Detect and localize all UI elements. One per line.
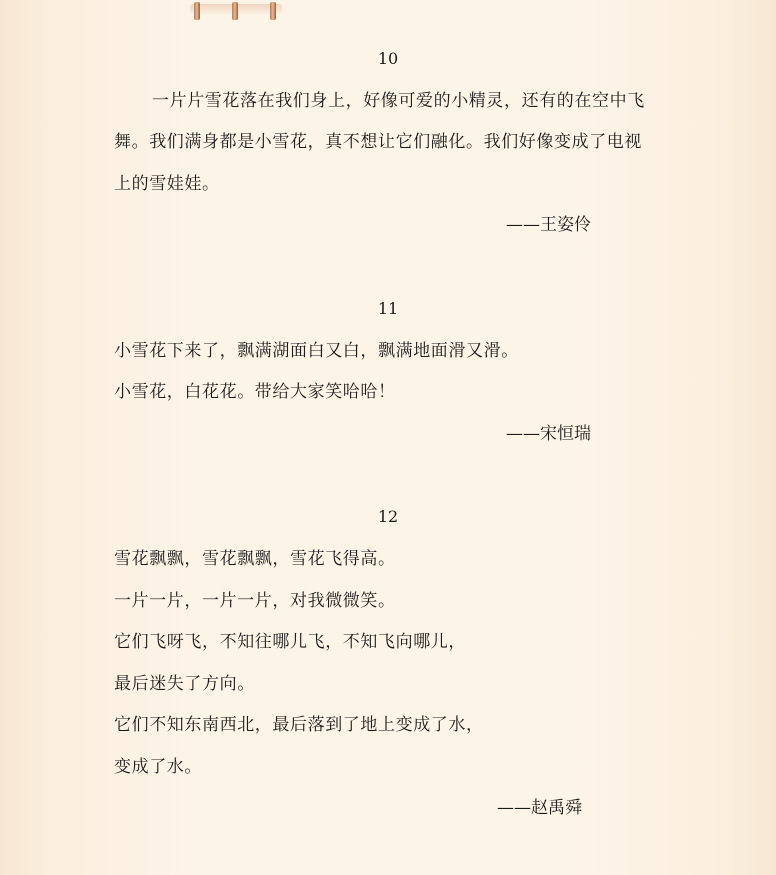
poem-line: 变成了水。 xyxy=(114,757,202,777)
poem-line: 小雪花下来了，飘满湖面白又白，飘满地面滑又滑。 xyxy=(114,341,519,361)
section-number: 10 xyxy=(377,49,399,68)
poem-line: 它们不知东南西北，最后落到了地上变成了水， xyxy=(114,715,484,735)
decorative-header-image xyxy=(190,0,282,22)
poem-line: 小雪花，白花花。带给大家笑哈哈！ xyxy=(114,382,396,402)
poem-line: 最后迷失了方向。 xyxy=(114,674,255,694)
author-signature: ——宋恒瑞 xyxy=(506,424,591,444)
poem-line: 雪花飘飘，雪花飘飘，雪花飞得高。 xyxy=(114,549,396,569)
poem-line: 上的雪娃娃。 xyxy=(114,174,220,194)
poem-line: 舞。我们满身都是小雪花，真不想让它们融化。我们好像变成了电视 xyxy=(114,132,642,152)
section-number: 12 xyxy=(377,507,399,526)
author-signature: ——赵禹舜 xyxy=(497,798,582,818)
section-number: 11 xyxy=(377,299,399,318)
author-signature: ——王姿伶 xyxy=(506,215,591,235)
poem-line: 它们飞呀飞，不知往哪儿飞，不知飞向哪儿， xyxy=(114,632,466,652)
poem-line: 一片片雪花落在我们身上，好像可爱的小精灵，还有的在空中飞 xyxy=(152,91,645,111)
poem-line: 一片一片，一片一片，对我微微笑。 xyxy=(114,591,396,611)
